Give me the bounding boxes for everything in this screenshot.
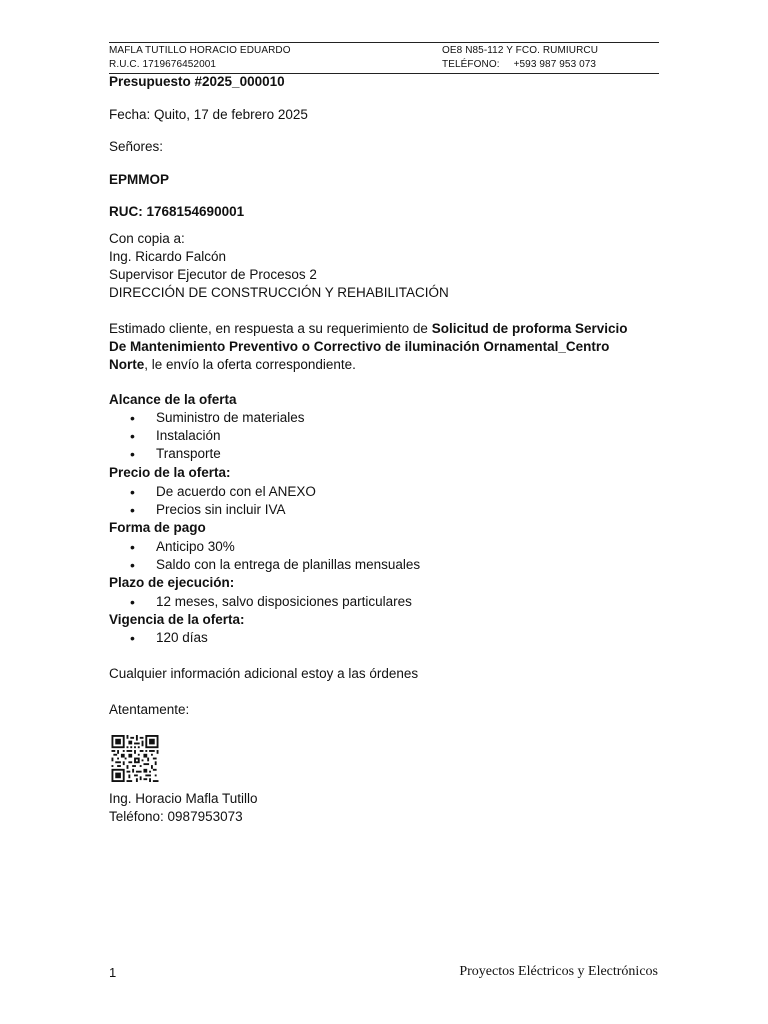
cc-role: Supervisor Ejecutor de Procesos 2: [109, 267, 317, 282]
list-item: • 12 meses, salvo disposiciones particulares: [130, 593, 412, 611]
intro-end: , le envío la oferta correspondiente.: [144, 357, 356, 372]
list-item: • Suministro de materiales: [130, 409, 305, 427]
closing-info: Cualquier información adicional estoy a las órdenes: [109, 666, 419, 681]
list-item: • Transporte: [130, 445, 305, 463]
list-item: • De acuerdo con el ANEXO: [130, 483, 316, 501]
section-list: [130, 593, 412, 611]
intro-line-3: [109, 356, 356, 374]
cc-department: DIRECCIÓN DE CONSTRUCCIÓN Y REHABILITACIÓN: [109, 285, 449, 300]
section-heading: Precio de la oferta:: [109, 465, 231, 480]
section-list: [130, 538, 420, 574]
page-number: 1: [109, 965, 117, 980]
section-heading: Forma de pago: [109, 520, 206, 535]
recipient-ruc: RUC: 1768154690001: [109, 204, 245, 219]
section-list: [130, 483, 316, 519]
list-item: • Saldo con la entrega de planillas mensuales: [130, 556, 420, 574]
issuer-address: OE8 N85-112 Y FCO. RUMIURCU: [442, 45, 599, 56]
phone-value: +593 987 953 073: [513, 59, 597, 70]
cc-label: Con copia a:: [109, 231, 185, 246]
section-list: [130, 629, 208, 647]
date-line: Fecha: Quito, 17 de febrero 2025: [109, 107, 308, 122]
intro-request-title-part1: Solicitud de proforma Servicio: [431, 321, 628, 336]
section-heading: Vigencia de la oferta:: [109, 612, 245, 627]
section-heading: Plazo de ejecución:: [109, 575, 235, 590]
list-item: • Anticipo 30%: [130, 538, 420, 556]
list-item: • Precios sin incluir IVA: [130, 501, 316, 519]
issuer-name: MAFLA TUTILLO HORACIO EDUARDO: [109, 45, 291, 56]
phone-label: TELÉFONO:: [442, 59, 500, 70]
intro-request-title-part2: De Mantenimiento Preventivo o Correctivo de iluminación Ornamental_Centro: [109, 339, 610, 354]
cc-name: Ing. Ricardo Falcón: [109, 249, 227, 264]
salutation: Señores:: [109, 139, 164, 154]
qr-code-signature: [110, 735, 160, 782]
recipient-company: EPMMOP: [109, 172, 170, 187]
issuer-ruc: R.U.C. 1719676452001: [109, 59, 217, 70]
section-heading: Alcance de la oferta: [109, 392, 237, 407]
closing-regards: Atentamente:: [109, 702, 190, 717]
footer-text: Proyectos Eléctricos y Electrónicos: [459, 964, 658, 979]
section-list: [130, 409, 305, 463]
letterhead: [109, 42, 659, 74]
list-item: • 120 días: [130, 629, 208, 647]
intro-text: Estimado cliente, en respuesta a su requerimiento de: [109, 321, 432, 336]
issuer-phone-line: [442, 59, 596, 71]
list-item: • Instalación: [130, 427, 305, 445]
budget-title: Presupuesto #2025_000010: [109, 74, 285, 89]
intro-request-title-part3: Norte: [109, 357, 145, 372]
intro-line-1: [109, 320, 627, 338]
signer-name: Ing. Horacio Mafla Tutillo: [109, 791, 258, 806]
signer-phone: Teléfono: 0987953073: [109, 809, 243, 824]
